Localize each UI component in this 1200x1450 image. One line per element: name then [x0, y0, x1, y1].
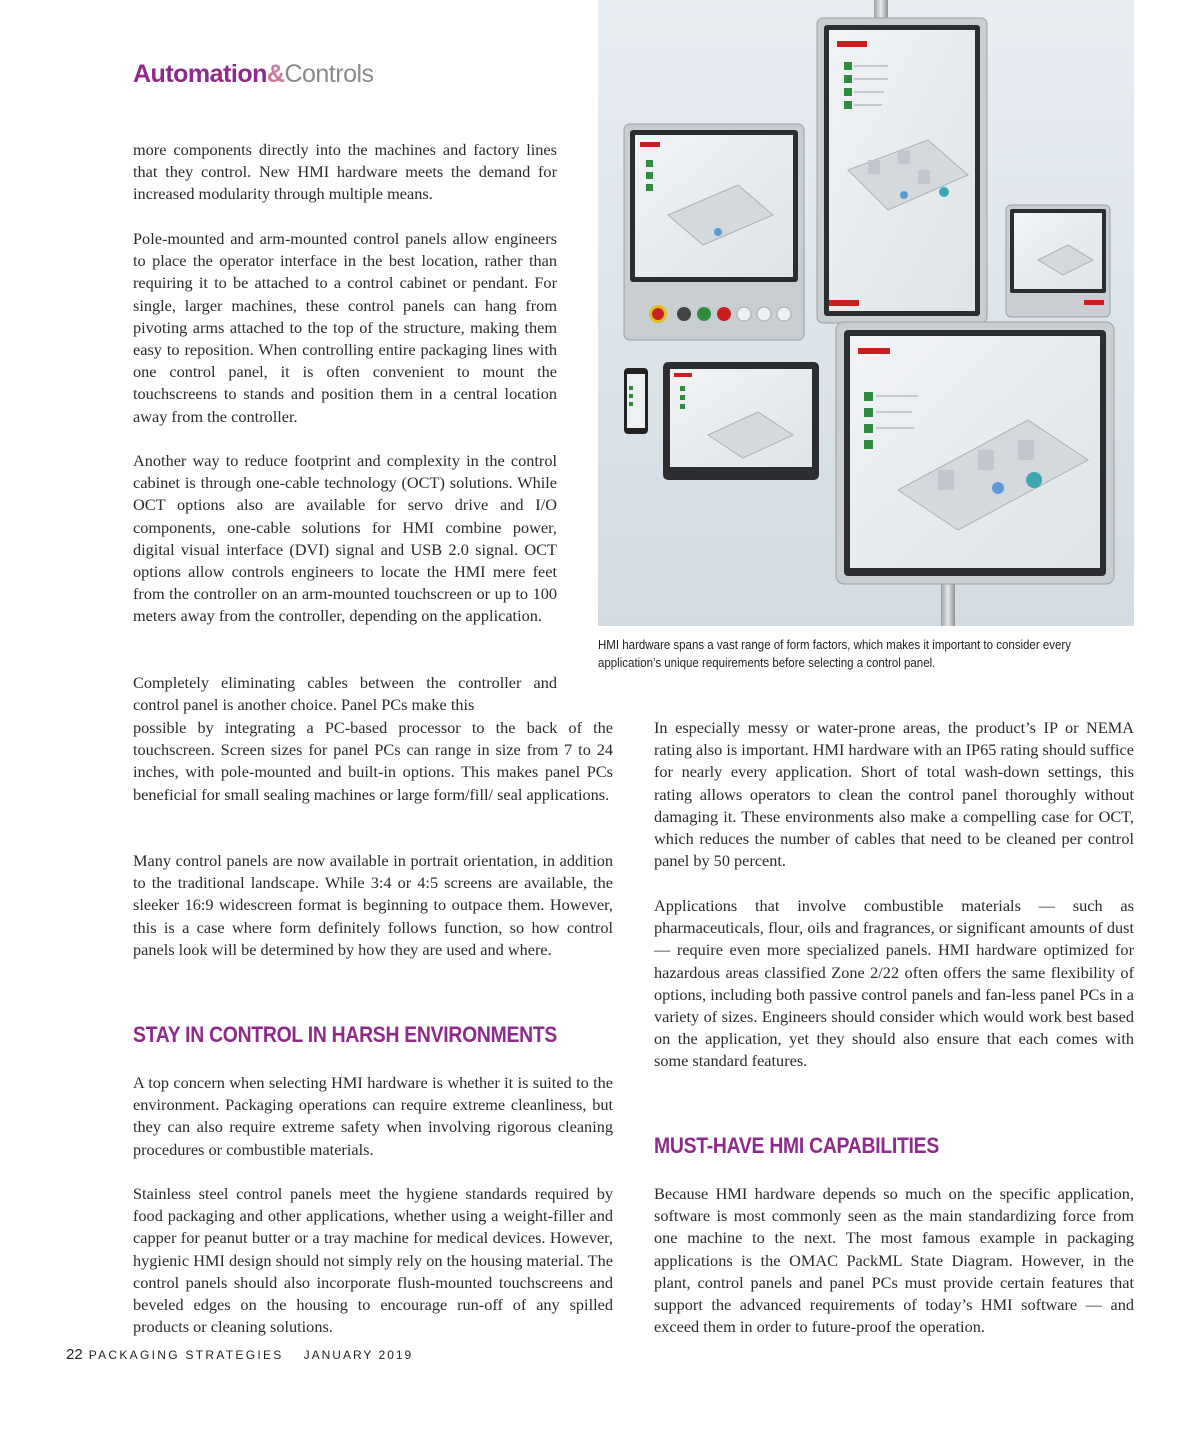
paragraph: more components directly into the machines and factory lines that they control. New HMI hardware meets the demand for increased modularity through multiple means. [133, 140, 557, 204]
paragraph: Pole-mounted and arm-mounted control panels allow engineers to place the operator interface in the best location, rather than requiring it to be attached to a control cabinet or pendant. For single, larger machines, these control panels can hang from pivoting arms attached to the top of the structure, making them easy to reposition. When controlling entire packaging lines with one control panel, it is often convenient to mount the touchscreens to stands and position them in a central location away from the controller. [133, 229, 557, 426]
right-column-after-heading [654, 1183, 1134, 1363]
issue-date: JANUARY 2019 [303, 1348, 414, 1362]
page-number: 22 [66, 1346, 83, 1363]
paragraph: Completely eliminating cables between the controller and control panel is another choice. Panel PCs make this [133, 673, 557, 715]
paragraph: In especially messy or water-prone areas, the product’s IP or NEMA rating also is important. HMI hardware with an IP65 rating should suffice for nearly every application. Short of total wash-down settings, this rating allows operators to clean the control panel thoroughly without damaging it. These environments also make a compelling case for OCT, which reduces the number of cables that need to be cleaned per control panel by 50 percent. [654, 718, 1134, 871]
paragraph: Many control panels are now available in portrait orientation, in addition to the traditional landscape. While 3:4 or 4:5 screens are available, the sleeker 16:9 widescreen format is beginning to outpace them. However, this is a case where form definitely follows function, so how control panels look will be determined by how they are used and where. [133, 851, 613, 959]
portrait-panel [817, 18, 987, 323]
section-amp: & [266, 60, 285, 88]
landscape-panel-buttons [624, 124, 804, 340]
section-heading-capabilities: MUST-HAVE HMI CAPABILITIES [654, 1133, 939, 1158]
hmi-panels-illustration [598, 0, 1134, 626]
left-column-top [133, 139, 557, 719]
section-word-1: Automation [133, 60, 267, 88]
left-column-after-heading [133, 1072, 613, 1372]
hmi-hardware-photo [598, 0, 1134, 626]
medium-widescreen-panel [663, 362, 819, 480]
paragraph: possible by integrating a PC-based processor to the back of the touchscreen. Screen sizes for panel PCs can range in size from 7 to 24 inches, with pole-mounted and built-in options. This makes panel PCs beneficial for small sealing machines or large form/fill/ seal applications. [133, 718, 613, 804]
paragraph: Stainless steel control panels meet the hygiene standards required by food packaging and other applications, whether using a weight-filler and capper for peanut butter or a tray machine for medical devices. However, hygienic HMI design should not simply rely on the housing material. The control panels should also incorporate flush-mounted touchscreens and beveled edges on the housing to encourage run-off of any spilled products or cleaning solutions. [133, 1184, 613, 1337]
publication-name: PACKAGING STRATEGIES [88, 1348, 284, 1362]
paragraph: Applications that involve combustible materials — such as pharmaceuticals, flour, oils and fragrances, or significant amounts of dust — require even more specialized panels. HMI hardware optimized for hazardous areas classified Zone 2/22 often offers the same flexibility of options, including both passive control panels and fan-less panel PCs in a variety of sizes. Engineers should consider which would work best based on the application, yet they should also ensure that each comes with some standard features. [654, 896, 1134, 1071]
section-heading-harsh: STAY IN CONTROL IN HARSH ENVIRONMENTS [133, 1022, 558, 1047]
photo-caption: HMI hardware spans a vast range of form factors, which makes it important to consider every application’s unique requirements before selecting a control panel. [598, 638, 1071, 670]
page-footer [66, 1346, 413, 1363]
small-landscape-panel [1006, 205, 1110, 317]
smartphone [624, 368, 648, 434]
right-column [654, 717, 1134, 1097]
paragraph: Another way to reduce footprint and complexity in the control cabinet is through one-cable technology (OCT) solutions. While OCT options also are available for servo drive and I/O components, one-cable solutions for HMI combine power, digital visual interface (DVI) signal and USB 2.0 signal. OCT options allow controls engineers to locate the HMI mere feet from the controller on an arm-mounted touchscreen or up to 100 meters away from the controller, depending on the application. [133, 451, 557, 626]
section-word-2: Controls [284, 60, 374, 88]
left-column-bottom [133, 717, 613, 1037]
section-tag [133, 60, 374, 89]
paragraph: Because HMI hardware depends so much on the specific application, software is most commonly seen as the main standardizing force from one machine to the next. The most famous example in packaging applications is the OMAC PackML State Diagram. However, in the plant, control panels and panel PCs must provide certain features that support the advanced requirements of today’s HMI software — and exceed them in order to future-proof the operation. [654, 1184, 1134, 1337]
paragraph: A top concern when selecting HMI hardware is whether it is suited to the environment. Packaging operations can require extreme cleanliness, but they can also require extreme safety when involving rigorous cleaning procedures or combustible materials. [133, 1073, 613, 1159]
large-widescreen-panel [836, 322, 1114, 590]
